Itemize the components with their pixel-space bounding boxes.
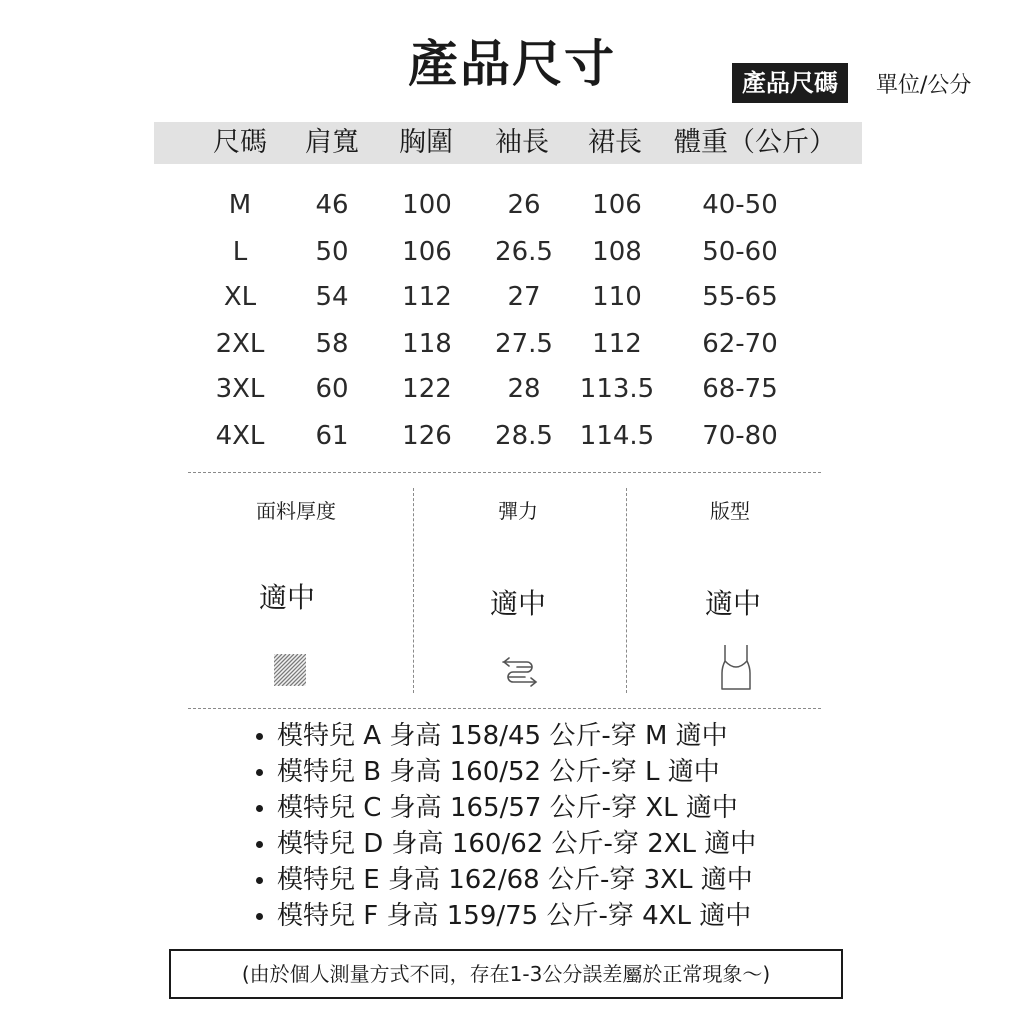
table-cell: 62-70 [702,329,778,359]
divider-v1 [413,488,414,693]
list-item: 模特兒 A 身高 158/45 公斤-穿 M 適中 [252,718,756,754]
feature-label-thickness: 面料厚度 [256,499,336,523]
table-cell: 55-65 [702,282,778,312]
feature-value-fit: 適中 [704,587,762,620]
bullet-icon [256,733,263,740]
table-cell: 113.5 [579,374,655,404]
bullet-icon [256,877,263,884]
list-item: 模特兒 B 身高 160/52 公斤-穿 L 適中 [252,754,756,790]
table-cell: L [232,237,248,267]
table-cell: 50 [315,237,349,267]
table-cell: 108 [592,237,642,267]
header-weight: 體重（公斤） [674,127,836,158]
header-skirt: 裙長 [588,127,642,158]
header-sleeve: 袖長 [495,127,549,158]
header-shoulder: 肩寬 [305,127,359,158]
divider-v2 [626,488,627,693]
feature-label-fit: 版型 [710,499,750,523]
size-chart-badge: 產品尺碼 [732,63,848,103]
table-cell: 27.5 [495,329,553,359]
table-cell: 100 [402,190,452,220]
table-cell: 40-50 [702,190,778,220]
table-cell: 112 [402,282,452,312]
table-cell: 68-75 [702,374,778,404]
list-item: 模特兒 E 身高 162/68 公斤-穿 3XL 適中 [252,862,756,898]
list-item: 模特兒 D 身高 160/62 公斤-穿 2XL 適中 [252,826,756,862]
table-cell: 106 [592,190,642,220]
unit-label: 單位/公分 [876,73,972,98]
table-cell: 110 [592,282,642,312]
table-cell: 114.5 [579,421,655,451]
table-cell: 50-60 [702,237,778,267]
table-cell: 60 [315,374,349,404]
feature-value-elasticity: 適中 [489,587,547,620]
table-cell: 70-80 [702,421,778,451]
table-cell: 26.5 [495,237,553,267]
bullet-icon [256,841,263,848]
table-cell: XL [223,282,257,312]
feature-label-elasticity: 彈力 [498,499,538,523]
table-cell: 27 [507,282,541,312]
list-item: 模特兒 C 身高 165/57 公斤-穿 XL 適中 [252,790,756,826]
table-cell: M [228,190,252,220]
model-list [252,718,756,934]
table-cell: 122 [402,374,452,404]
table-cell: 126 [402,421,452,451]
table-cell: 28 [507,374,541,404]
table-cell: 58 [315,329,349,359]
divider-bottom [188,708,821,709]
table-cell: 118 [402,329,452,359]
page-title: 產品尺寸 [408,35,616,93]
table-cell: 46 [315,190,349,220]
table-header [154,122,862,164]
bullet-icon [256,805,263,812]
bullet-icon [256,769,263,776]
tank-top-icon [718,643,754,695]
table-cell: 112 [592,329,642,359]
header-chest: 胸圍 [399,127,453,158]
measurement-note: (由於個人測量方式不同，存在1-3公分誤差屬於正常現象～) [169,949,843,999]
table-cell: 54 [315,282,349,312]
list-item: 模特兒 F 身高 159/75 公斤-穿 4XL 適中 [252,898,756,934]
divider-top [188,472,821,473]
table-cell: 2XL [215,329,265,359]
feature-value-thickness: 適中 [258,581,316,614]
fabric-hatch-icon [274,654,306,690]
table-cell: 4XL [215,421,265,451]
table-cell: 61 [315,421,349,451]
stretch-arrows-icon [499,656,543,694]
table-cell: 26 [507,190,541,220]
bullet-icon [256,913,263,920]
table-cell: 3XL [215,374,265,404]
table-cell: 106 [402,237,452,267]
table-cell: 28.5 [495,421,553,451]
header-size: 尺碼 [213,127,267,158]
